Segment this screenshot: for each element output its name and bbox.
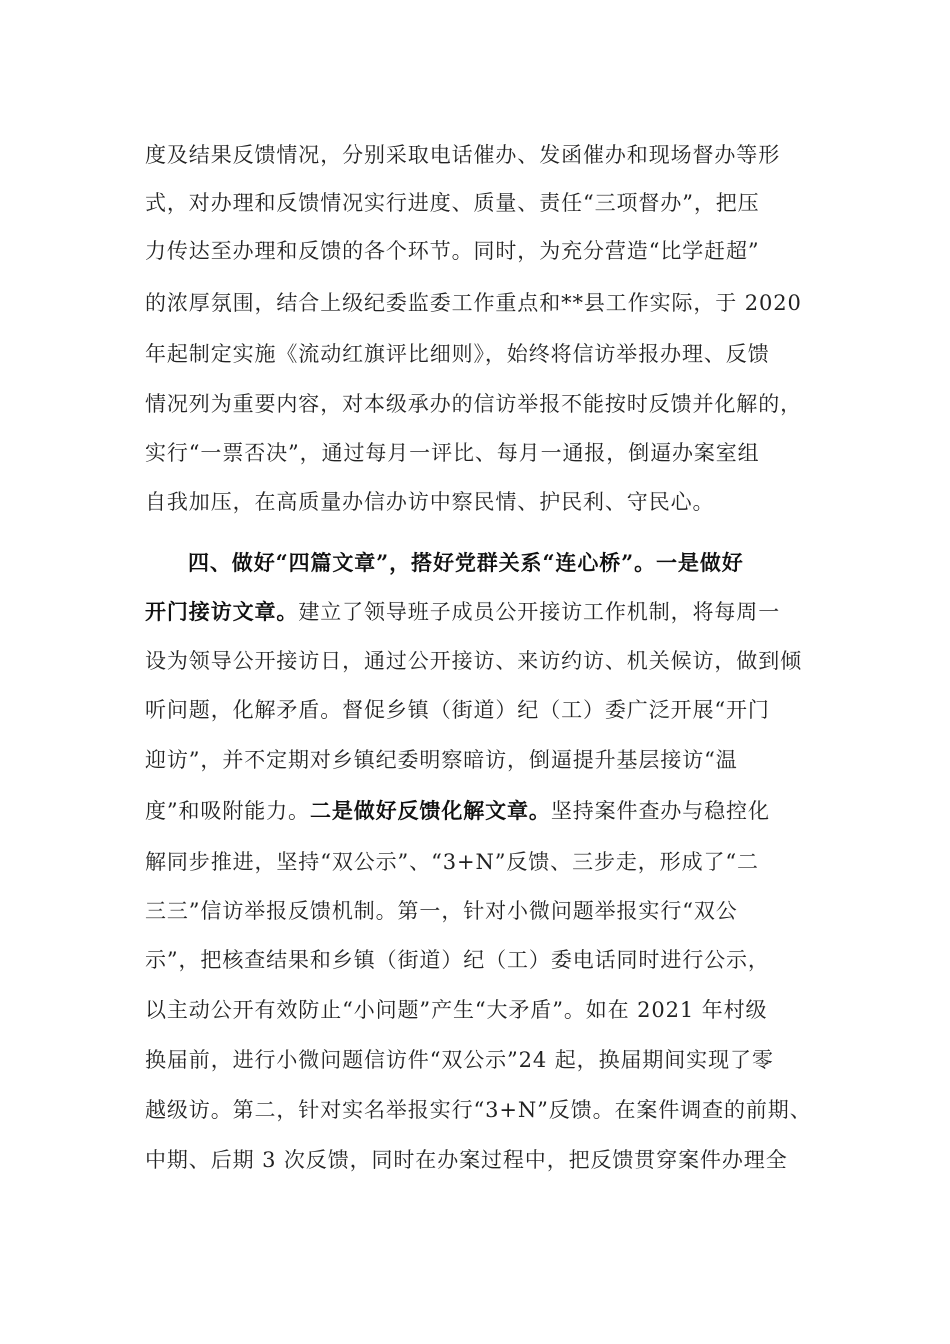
subheading-2: 二是做好反馈化解文章。 (309, 798, 551, 823)
subheading-1: 开门接访文章。 (145, 599, 299, 624)
paragraph-2-line: 解同步推进，坚持“双公示”、“3+N”反馈、三步走，形成了“二 (145, 850, 759, 874)
paragraph-1-line: 实行“一票否决”，通过每月一评比、每月一通报，倒逼办案室组 (145, 441, 760, 465)
line-text: 建立了领导班子成员公开接访工作机制，将每周一 (298, 600, 781, 624)
paragraph-2-line (145, 797, 815, 825)
paragraph-1-line: 度及结果反馈情况，分别采取电话催办、发函催办和现场督办等形 (145, 143, 781, 167)
paragraph-2-line: 迎访”，并不定期对乡镇纪委明察暗访，倒逼提升基层接访“温 (145, 748, 738, 772)
paragraph-1-line: 力传达至办理和反馈的各个环节。同时，为充分营造“比学赶超” (145, 239, 760, 263)
paragraph-2-line: 三三”信访举报反馈机制。第一，针对小微问题举报实行“双公 (145, 899, 738, 923)
paragraph-2-line: 听问题，化解矛盾。督促乡镇（街道）纪（工）委广泛开展“开门 (145, 698, 770, 722)
paragraph-1-line: 年起制定实施《流动红旗评比细则》，始终将信访举报办理、反馈 (145, 342, 770, 366)
paragraph-2-line: 设为领导公开接访日，通过公开接访、来访约访、机关候访，做到倾 (145, 649, 802, 673)
paragraph-1-line: 自我加压，在高质量办信办访中察民情、护民利、守民心。 (145, 490, 715, 514)
paragraph-2-line: 示”，把核查结果和乡镇（街道）纪（工）委电话同时进行公示， (145, 948, 770, 972)
paragraph-2-line (145, 598, 815, 626)
section-heading: 四、做好“四篇文章”，搭好党群关系“连心桥”。一是做好 (188, 550, 744, 575)
paragraph-2-line: 以主动公开有效防止“小问题”产生“大矛盾”。如在 2021 年村级 (145, 998, 768, 1022)
paragraph-1-line: 情况列为重要内容，对本级承办的信访举报不能按时反馈并化解的， (145, 392, 802, 416)
line-text: 坚持案件查办与稳控化 (550, 799, 770, 823)
paragraph-2-line: 换届前，进行小微问题信访件“双公示”24 起，换届期间实现了零 (145, 1048, 774, 1072)
line-text: 度”和吸附能力。 (145, 799, 310, 823)
paragraph-1-line: 的浓厚氛围，结合上级纪委监委工作重点和**县工作实际，于 2020 (145, 291, 802, 315)
paragraph-1-line: 式，对办理和反馈情况实行进度、质量、责任“三项督办”，把压 (145, 191, 760, 215)
paragraph-2-line: 中期、后期 3 次反馈，同时在办案过程中，把反馈贯穿案件办理全 (145, 1148, 788, 1172)
paragraph-2-line: 越级访。第二，针对实名举报实行“3+N”反馈。在案件调查的前期、 (145, 1098, 812, 1122)
